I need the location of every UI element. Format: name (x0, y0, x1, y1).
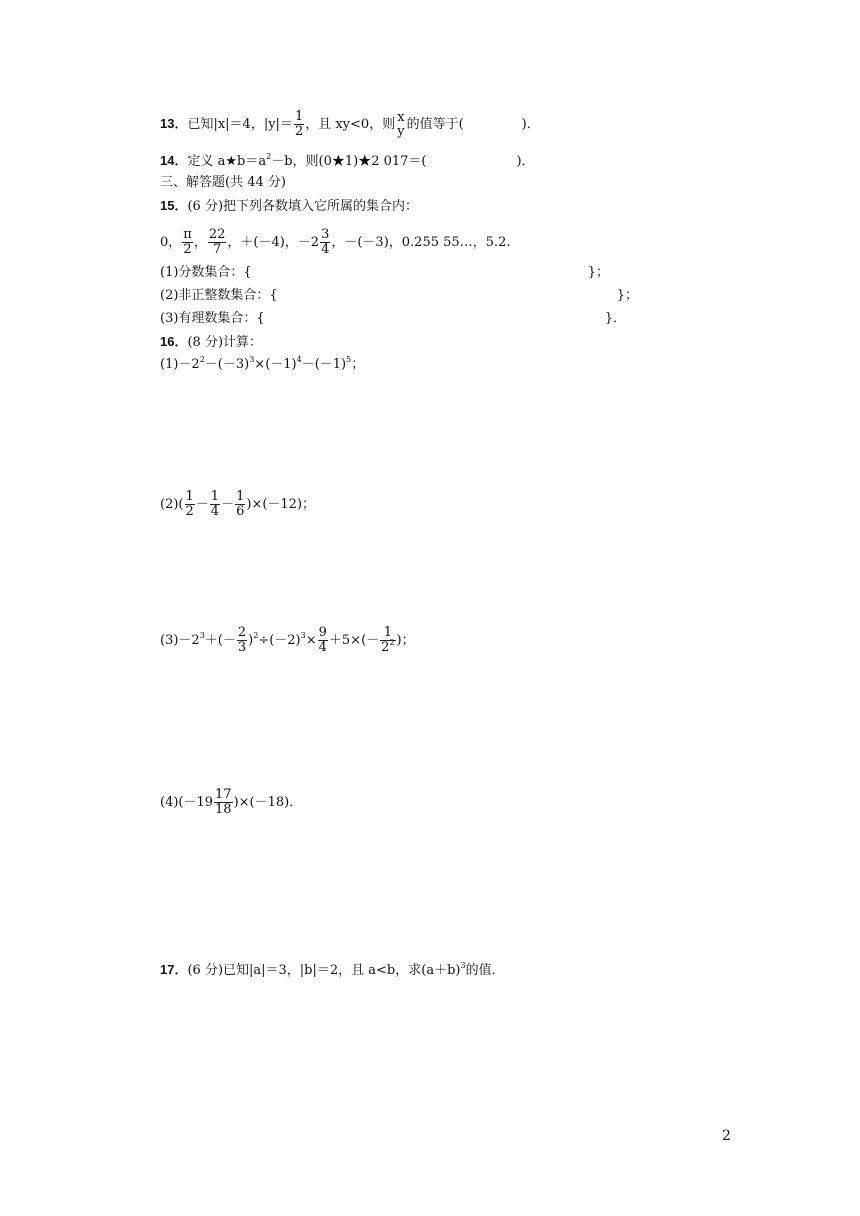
exponent: 3 (300, 631, 306, 640)
question-text: 已知|x|＝4，|y|＝ (187, 117, 293, 132)
denominator: 4 (318, 640, 327, 655)
denominator: 2 (185, 504, 194, 519)
numerator: 1 (236, 489, 245, 504)
numerator: 1 (294, 109, 304, 124)
question-text: 定义 a★b＝a (187, 154, 267, 169)
question-text: 的值． (465, 963, 505, 978)
expression-text: )； (396, 633, 415, 648)
fraction (182, 228, 193, 257)
question-number: 14． (160, 153, 188, 168)
question-15 (160, 197, 418, 216)
expression-text: (4)(－19 (160, 795, 214, 810)
exponent: 2 (266, 152, 272, 161)
operator: － (221, 497, 235, 512)
fraction (208, 228, 227, 257)
exponent: 2 (389, 638, 395, 647)
page-number: 2 (722, 1128, 731, 1144)
denominator: 2 (183, 242, 192, 257)
number-item: ，－(－3)，0.255 55…，5.2. (331, 235, 511, 250)
exponent: 3 (249, 355, 255, 364)
fraction (294, 110, 304, 139)
question-number: 16． (160, 334, 188, 349)
subquestion-1 (160, 356, 364, 374)
section-heading: 三、解答题(共 44 分) (160, 175, 286, 190)
fraction (318, 626, 328, 655)
denominator: 2 (294, 124, 304, 139)
fraction (185, 490, 195, 519)
question-14 (160, 152, 535, 171)
question-number: 17． (160, 962, 188, 977)
question-number: 13． (160, 116, 188, 131)
numerator: 2 (237, 625, 247, 640)
denominator (380, 638, 395, 655)
fraction (214, 788, 233, 817)
question-text: ，且 xy<0，则 (305, 117, 396, 132)
set-end: }； (587, 265, 609, 280)
set-nonpositive-integers (160, 287, 638, 305)
expression-text: ÷(－2) (258, 633, 301, 648)
exponent: 3 (460, 961, 466, 970)
expression-text: ＋(－ (204, 633, 236, 648)
denominator: 4 (321, 242, 330, 257)
expression-text: (1)－2 (160, 357, 200, 372)
number-list (160, 228, 510, 257)
set-fractions (160, 264, 609, 282)
expression-text: ×(－1) (254, 357, 297, 372)
expression-text: × (305, 633, 317, 648)
subquestion-2 (160, 490, 315, 519)
expression-text: －(－1) (301, 357, 347, 372)
denominator: 7 (212, 242, 222, 257)
denominator: 3 (237, 640, 247, 655)
expression-text: (2)( (160, 497, 184, 512)
fraction (235, 490, 245, 519)
numerator: 1 (383, 625, 392, 640)
set-label: (2)非正整数集合：{ (160, 288, 278, 303)
exponent: 5 (346, 355, 352, 364)
question-number: 15． (160, 198, 188, 213)
numerator: 1 (185, 489, 194, 504)
question-13 (160, 110, 540, 139)
denominator: 6 (236, 504, 245, 519)
fraction (320, 228, 330, 257)
question-text: －b，则(0★1)★2 017＝( (271, 154, 427, 169)
numerator: 3 (321, 227, 330, 242)
denominator: y (397, 123, 405, 139)
question-17 (160, 961, 505, 980)
question-16 (160, 333, 262, 352)
set-end: }． (604, 311, 626, 326)
expression-text: ) (248, 633, 254, 648)
numerator: x (397, 109, 405, 125)
numerator: 9 (318, 625, 327, 640)
question-text: (6 分)已知|a|＝3，|b|＝2，且 a<b，求(a＋b) (187, 963, 461, 978)
numerator: 1 (210, 489, 220, 504)
fraction (380, 626, 395, 655)
question-text: )． (516, 154, 535, 169)
set-rationals (160, 310, 626, 328)
denominator: 18 (215, 802, 232, 817)
set-end: }； (616, 288, 638, 303)
expression-text: ＋5×(－ (328, 633, 380, 648)
numerator: 17 (215, 787, 232, 802)
fraction (396, 111, 405, 139)
fraction (237, 626, 247, 655)
expression-text: ； (351, 357, 365, 372)
exponent: 3 (199, 631, 205, 640)
expression-text: (3)－2 (160, 633, 200, 648)
expression-text: )×(－18)． (233, 795, 303, 810)
exponent: 2 (253, 631, 259, 640)
set-label: (1)分数集合：{ (160, 265, 252, 280)
question-text: 的值等于( (406, 117, 464, 132)
operator: － (195, 497, 209, 512)
question-text: (6 分)把下列各数填入它所属的集合内： (187, 199, 419, 214)
set-label: (3)有理数集合：{ (160, 311, 265, 326)
number-item: ，＋(－4)，－2 (227, 235, 320, 250)
separator: ， (193, 235, 207, 250)
denominator-base: 2 (381, 640, 390, 655)
numerator: 22 (208, 227, 226, 242)
expression-text: －(－3) (204, 357, 250, 372)
numerator: π (183, 227, 192, 242)
denominator: 4 (210, 504, 220, 519)
exponent: 4 (296, 355, 302, 364)
fraction (210, 490, 220, 519)
number-item: 0， (160, 235, 182, 250)
exponent: 2 (199, 355, 205, 364)
question-text: )． (521, 117, 540, 132)
question-text: (8 分)计算： (187, 335, 263, 350)
subquestion-3 (160, 626, 415, 655)
expression-text: )×(－12)； (246, 497, 316, 512)
subquestion-4 (160, 788, 302, 817)
